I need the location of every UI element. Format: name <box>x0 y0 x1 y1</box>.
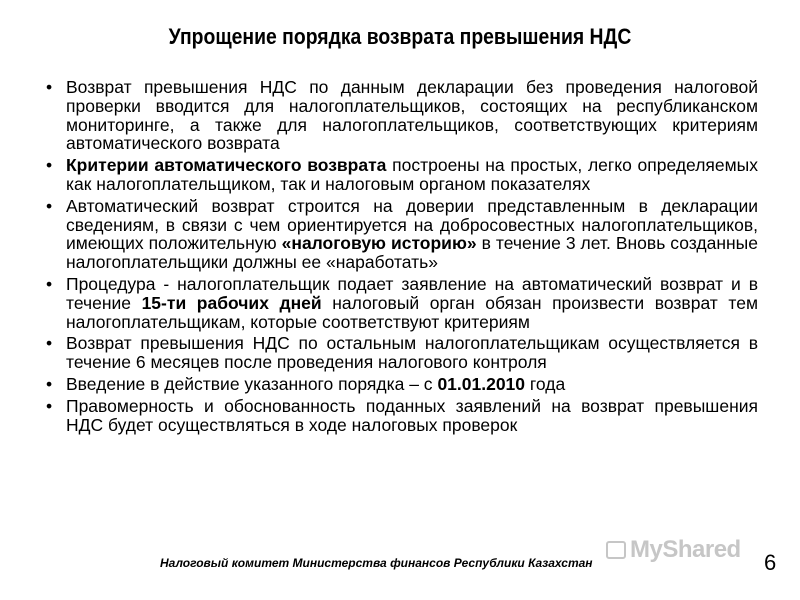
page-number: 6 <box>764 550 777 575</box>
presentation-icon <box>606 541 626 559</box>
bullet-bold: Критерии автоматического возврата <box>66 155 387 176</box>
watermark-text: MyShared <box>630 536 741 563</box>
bullet-text: в течение 3 лет. Вновь созданные налогоплательщики должны ее «наработать» <box>66 233 758 273</box>
bullet-item <box>42 78 758 153</box>
bullet-text: построены на простых, легко определяемых как налогоплательщиком, так и налоговым органом показателях <box>66 155 758 194</box>
bullet-item <box>42 334 758 372</box>
slide-title: Упрощение порядка возврата превышения НДС <box>168 24 632 49</box>
bullet-item <box>42 397 758 435</box>
footer-text: Налоговый комитет Министерства финансов Республики Казахстан <box>160 556 593 570</box>
bullet-item <box>42 156 758 194</box>
bullet-text: Процедура - налогоплательщик подает заявление на автоматический возврат и в течение <box>66 273 758 313</box>
bullet-text: Возврат превышения НДС по данным декларации без проведения налоговой проверки вводится для налогоплательщиков, состоящих на республиканском мониторинге, а также для налогоплательщиков, соответствующих критериям автоматического возврата <box>66 77 758 154</box>
bullet-text: Правомерность и обоснованность поданных заявлений на возврат превышения НДС будет осуществляться в ходе налоговых проверок <box>66 395 758 435</box>
bullet-text: года <box>525 373 566 394</box>
bullet-list <box>42 78 758 437</box>
watermark-logo <box>606 536 741 564</box>
bullet-text: налоговый орган обязан произвести возврат тем налогоплательщикам, которые соответствуют критериям <box>66 292 758 332</box>
bullet-item <box>42 197 758 272</box>
bullet-bold: 15-ти рабочих дней <box>141 292 322 313</box>
bullet-bold: 01.01.2010 <box>437 373 526 394</box>
bullet-item <box>42 375 758 394</box>
bullet-text: Автоматический возврат строится на доверии представленным в декларации сведениям, в связи с чем ориентируется на добросовестных налогоплательщиков, имеющих положительную <box>66 195 758 254</box>
bullet-item <box>42 275 758 331</box>
bullet-text: Возврат превышения НДС по остальным налогоплательщикам осуществляется в течение 6 месяцев после проведения налогового контроля <box>66 333 758 373</box>
bullet-bold: «налоговую историю» <box>281 233 477 254</box>
bullet-text: Введение в действие указанного порядка – с <box>66 373 438 394</box>
